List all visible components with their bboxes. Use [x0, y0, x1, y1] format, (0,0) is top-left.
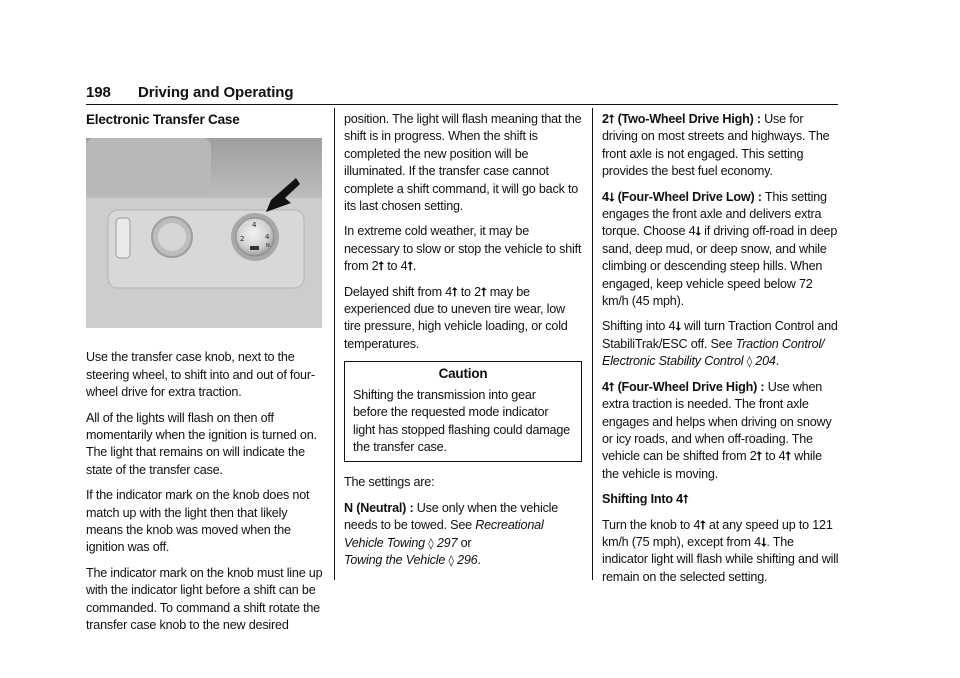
subheading [602, 491, 840, 508]
paragraph: Use the transfer case knob, next to the steering wheel, to shift into and out of four-wheel drive for extra traction. [86, 350, 315, 400]
page-reference[interactable]: 297 [436, 535, 458, 550]
section-heading: Electronic Transfer Case [86, 112, 240, 127]
text: to 4 [383, 259, 408, 274]
transfer-case-knob-photo [86, 138, 322, 328]
up-arrow-icon: ⭡ [378, 259, 384, 274]
column-2 [344, 111, 582, 577]
up-arrow-icon: ⭡ [480, 284, 487, 299]
setting-four-wheel-high [602, 379, 840, 483]
paragraph: position. The light will flash meaning that the shift is in progress. When the shift is completed the new position will be illuminated. If the transfer case cannot complete a shift command, it will go back to its last chosen setting. [344, 112, 582, 214]
paragraph [602, 318, 840, 370]
text: . The indicator light will flash while shifting and will remain on the selected setting. [602, 534, 839, 584]
knob-label-4-high: 4 [252, 221, 257, 230]
text: In extreme cold weather, it may be necessary to slow or stop the vehicle to shift from 2 [344, 224, 582, 274]
text: Shifting into 4 [602, 319, 676, 334]
paragraph: All of the lights will flash on then off momentarily when the ignition is turned on. The light that remains on will indicate the state of the transfer case. [86, 410, 317, 477]
knob-illustration [86, 138, 322, 328]
setting-two-wheel-high [602, 111, 840, 181]
text: This setting engages the front axle and delivers extra torque. Choose 4 [602, 189, 827, 239]
cross-reference-link[interactable]: Towing the Vehicle [344, 552, 446, 567]
paragraph: The settings are: [344, 475, 435, 490]
text: . [775, 354, 779, 369]
setting-label: 4 [602, 379, 609, 394]
setting-label: 4 [602, 189, 609, 204]
header-rule [86, 104, 838, 105]
up-arrow-icon: ⭡ [700, 517, 706, 532]
column-3 [602, 111, 840, 594]
up-arrow-icon: ⭡ [785, 449, 791, 464]
setting-label: (Four-Wheel Drive Low) : [614, 189, 762, 204]
up-arrow-icon: ⭡ [608, 112, 615, 126]
cross-reference-link[interactable]: Recreational Vehicle Towing [344, 518, 544, 550]
text: . [412, 259, 417, 274]
paragraph: The indicator mark on the knob must line up with the indicator light before a shift can be commanded. To command a shift rotate the transfer case knob to the new desired [86, 565, 323, 633]
text: Use only when the vehicle needs to be towed. See [344, 500, 559, 533]
text: will turn Traction Control and StabiliTrak/ESC off. See [602, 319, 838, 351]
column-divider [334, 108, 335, 580]
cross-reference-link[interactable]: Traction Control/ Electronic Stability Control [602, 336, 825, 369]
text: Use for driving on most streets and highways. The front axle is not engaged. This setting provides the best fuel economy. [602, 112, 830, 179]
page-header [86, 84, 293, 101]
setting-label: (Four-Wheel Drive High) : [614, 379, 765, 394]
paragraph [344, 284, 582, 354]
setting-label: 2 [602, 112, 609, 126]
text: at any speed up to 121 km/h (75 mph), except from 4 [602, 517, 833, 549]
column-divider [592, 108, 593, 580]
text: Delayed shift from 4 [344, 284, 452, 299]
knob-label-4-low: 4 [265, 233, 270, 242]
page-reference[interactable]: 204 [755, 354, 776, 369]
down-arrow-icon: ⭣ [608, 189, 615, 204]
text: may be experienced due to uneven tire wear, low tire pressure, high vehicle loading, or cold temperatures. [344, 284, 568, 351]
paragraph [602, 517, 840, 587]
setting-four-wheel-low [602, 189, 840, 311]
text: to 4 [761, 449, 786, 464]
text: to 2 [457, 284, 481, 299]
text: or [457, 535, 472, 550]
text: if driving off-road in deep sand, deep mud, or deep snow, and while climbing or descending steep hills. When engaged, keep vehicle speed below 72 km/h (45 mph). [602, 224, 838, 309]
up-arrow-icon: ⭡ [452, 284, 458, 299]
up-arrow-icon: ⭡ [682, 492, 689, 507]
text: Turn the knob to 4 [602, 517, 701, 532]
knob-label-n: N [266, 243, 270, 250]
caution-text: Shifting the transmission into gear before the requested mode indicator light has stopped flashing could damage the transfer case. [353, 387, 570, 454]
down-arrow-icon: ⭣ [675, 319, 681, 334]
reference-icon: ◊ [428, 536, 434, 550]
page-reference[interactable]: 296 [457, 552, 478, 567]
subheading-text: Shifting Into 4 [602, 492, 683, 507]
reference-icon: ◊ [746, 355, 752, 369]
paragraph [344, 223, 582, 275]
text: . [477, 552, 481, 567]
setting-label: (Two-Wheel Drive High) : [614, 112, 761, 126]
down-arrow-icon: ⭣ [760, 534, 767, 549]
text: Use when extra traction is needed. The front axle engages and helps when driving on snowy or icy roads, and when off-roading. The vehicle can be shifted from 2 [602, 379, 832, 464]
up-arrow-icon: ⭡ [407, 259, 413, 274]
setting-neutral [344, 500, 582, 570]
setting-label: N (Neutral) : [344, 500, 414, 515]
column-1 [86, 111, 326, 643]
paragraph: If the indicator mark on the knob does not match up with the light then that likely means the knob was moved when the ignition was off. [86, 488, 310, 555]
up-arrow-icon: ⭡ [608, 379, 615, 394]
caution-title: Caution [438, 366, 488, 382]
down-arrow-icon: ⭣ [695, 224, 701, 239]
section-title: Driving and Operating [138, 84, 294, 101]
text: while the vehicle is moving. [602, 449, 822, 481]
knob-label-2: 2 [240, 235, 245, 244]
page-number: 198 [86, 84, 111, 101]
caution-box [344, 361, 582, 462]
up-arrow-icon: ⭡ [756, 449, 762, 464]
reference-icon: ◊ [448, 553, 454, 567]
